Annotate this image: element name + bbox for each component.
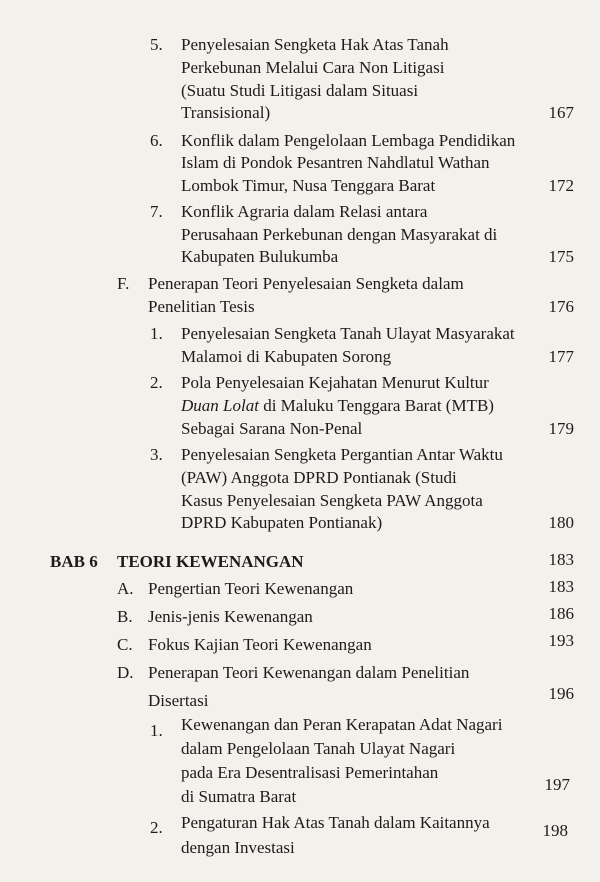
entry-title-line: di Sumatra Barat bbox=[181, 787, 297, 806]
entry-number: D. bbox=[117, 663, 134, 682]
page-number: 193 bbox=[548, 631, 574, 650]
entry-title-line: Islam di Pondok Pesantren Nahdlatul Wathan bbox=[181, 153, 490, 172]
entry-number: 2. bbox=[150, 818, 163, 837]
entry-number: A. bbox=[117, 579, 134, 598]
entry-number: 1. bbox=[150, 324, 163, 343]
entry-title-line: Transisional) bbox=[181, 103, 271, 122]
entry-number: C. bbox=[117, 635, 133, 654]
entry-title-line: Konflik Agraria dalam Relasi antara bbox=[181, 202, 428, 221]
entry-title-line: Penerapan Teori Penyelesaian Sengketa dalam bbox=[148, 274, 464, 293]
entry-title-line: Pengertian Teori Kewenangan bbox=[148, 579, 354, 598]
italic-term: Duan Lolat bbox=[181, 396, 259, 415]
entry-title-line: Penyelesaian Sengketa Pergantian Antar Waktu bbox=[181, 445, 503, 464]
entry-title-line: Sebagai Sarana Non-Penal bbox=[181, 419, 363, 438]
entry-title-line: pada Era Desentralisasi Pemerintahan bbox=[181, 763, 439, 782]
page-number: 167 bbox=[548, 103, 574, 122]
page-number: 198 bbox=[542, 821, 568, 840]
entry-title-line: Penelitian Tesis bbox=[148, 297, 255, 316]
entry-title-line: Malamoi di Kabupaten Sorong bbox=[181, 347, 392, 366]
entry-title-line: Kewenangan dan Peran Kerapatan Adat Nagari bbox=[181, 715, 503, 734]
entry-title-line: Perusahaan Perkebunan dengan Masyarakat di bbox=[181, 225, 498, 244]
entry-number: B. bbox=[117, 607, 133, 626]
entry-title-line: Penyelesaian Sengketa Tanah Ulayat Masyarakat bbox=[181, 324, 515, 343]
entry-title-line: Jenis-jenis Kewenangan bbox=[148, 607, 313, 626]
entry-title-line: Penerapan Teori Kewenangan dalam Penelitian bbox=[148, 663, 470, 682]
entry-title-line: Fokus Kajian Teori Kewenangan bbox=[148, 635, 372, 654]
page-number: 175 bbox=[548, 247, 574, 266]
page-number: 176 bbox=[548, 297, 574, 316]
page-number: 183 bbox=[548, 577, 574, 596]
entry-title-line: (Suatu Studi Litigasi dalam Situasi bbox=[181, 81, 419, 100]
entry-title-line: dalam Pengelolaan Tanah Ulayat Nagari bbox=[181, 739, 456, 758]
entry-title-line: Kabupaten Bulukumba bbox=[181, 247, 339, 266]
entry-title-line: Penyelesaian Sengketa Hak Atas Tanah bbox=[181, 35, 449, 54]
entry-number: 7. bbox=[150, 202, 163, 221]
page-number: 177 bbox=[548, 347, 574, 366]
page-number: 183 bbox=[548, 550, 574, 569]
entry-title-line: (PAW) Anggota DPRD Pontianak (Studi bbox=[181, 468, 457, 487]
entry-title-line: DPRD Kabupaten Pontianak) bbox=[181, 513, 383, 532]
entry-title-line bbox=[181, 395, 494, 417]
entry-number: F. bbox=[117, 274, 130, 293]
page-number: 186 bbox=[548, 604, 574, 623]
page-number: 197 bbox=[544, 775, 570, 794]
entry-title-line: Kasus Penyelesaian Sengketa PAW Anggota bbox=[181, 491, 483, 510]
entry-number: 3. bbox=[150, 445, 163, 464]
entry-number: 6. bbox=[150, 131, 163, 150]
entry-number: 5. bbox=[150, 35, 163, 54]
page-number: 172 bbox=[548, 176, 574, 195]
entry-title-line: Pola Penyelesaian Kejahatan Menurut Kultur bbox=[181, 373, 489, 392]
entry-number: 2. bbox=[150, 373, 163, 392]
page-number: 196 bbox=[548, 684, 574, 703]
entry-title-line: Disertasi bbox=[148, 691, 209, 710]
entry-title-text: di Maluku Tenggara Barat (MTB) bbox=[258, 396, 494, 415]
entry-title-line: Perkebunan Melalui Cara Non Litigasi bbox=[181, 58, 445, 77]
chapter-title: TEORI KEWENANGAN bbox=[117, 552, 304, 571]
entry-title-line: Lombok Timur, Nusa Tenggara Barat bbox=[181, 176, 436, 195]
entry-title-line: dengan Investasi bbox=[181, 838, 295, 857]
entry-title-line: Konflik dalam Pengelolaan Lembaga Pendidikan bbox=[181, 131, 516, 150]
page-number: 180 bbox=[548, 513, 574, 532]
chapter-number: BAB 6 bbox=[50, 552, 98, 571]
entry-title-line: Pengaturan Hak Atas Tanah dalam Kaitannya bbox=[181, 813, 490, 832]
entry-number: 1. bbox=[150, 721, 163, 740]
page-number: 179 bbox=[548, 419, 574, 438]
